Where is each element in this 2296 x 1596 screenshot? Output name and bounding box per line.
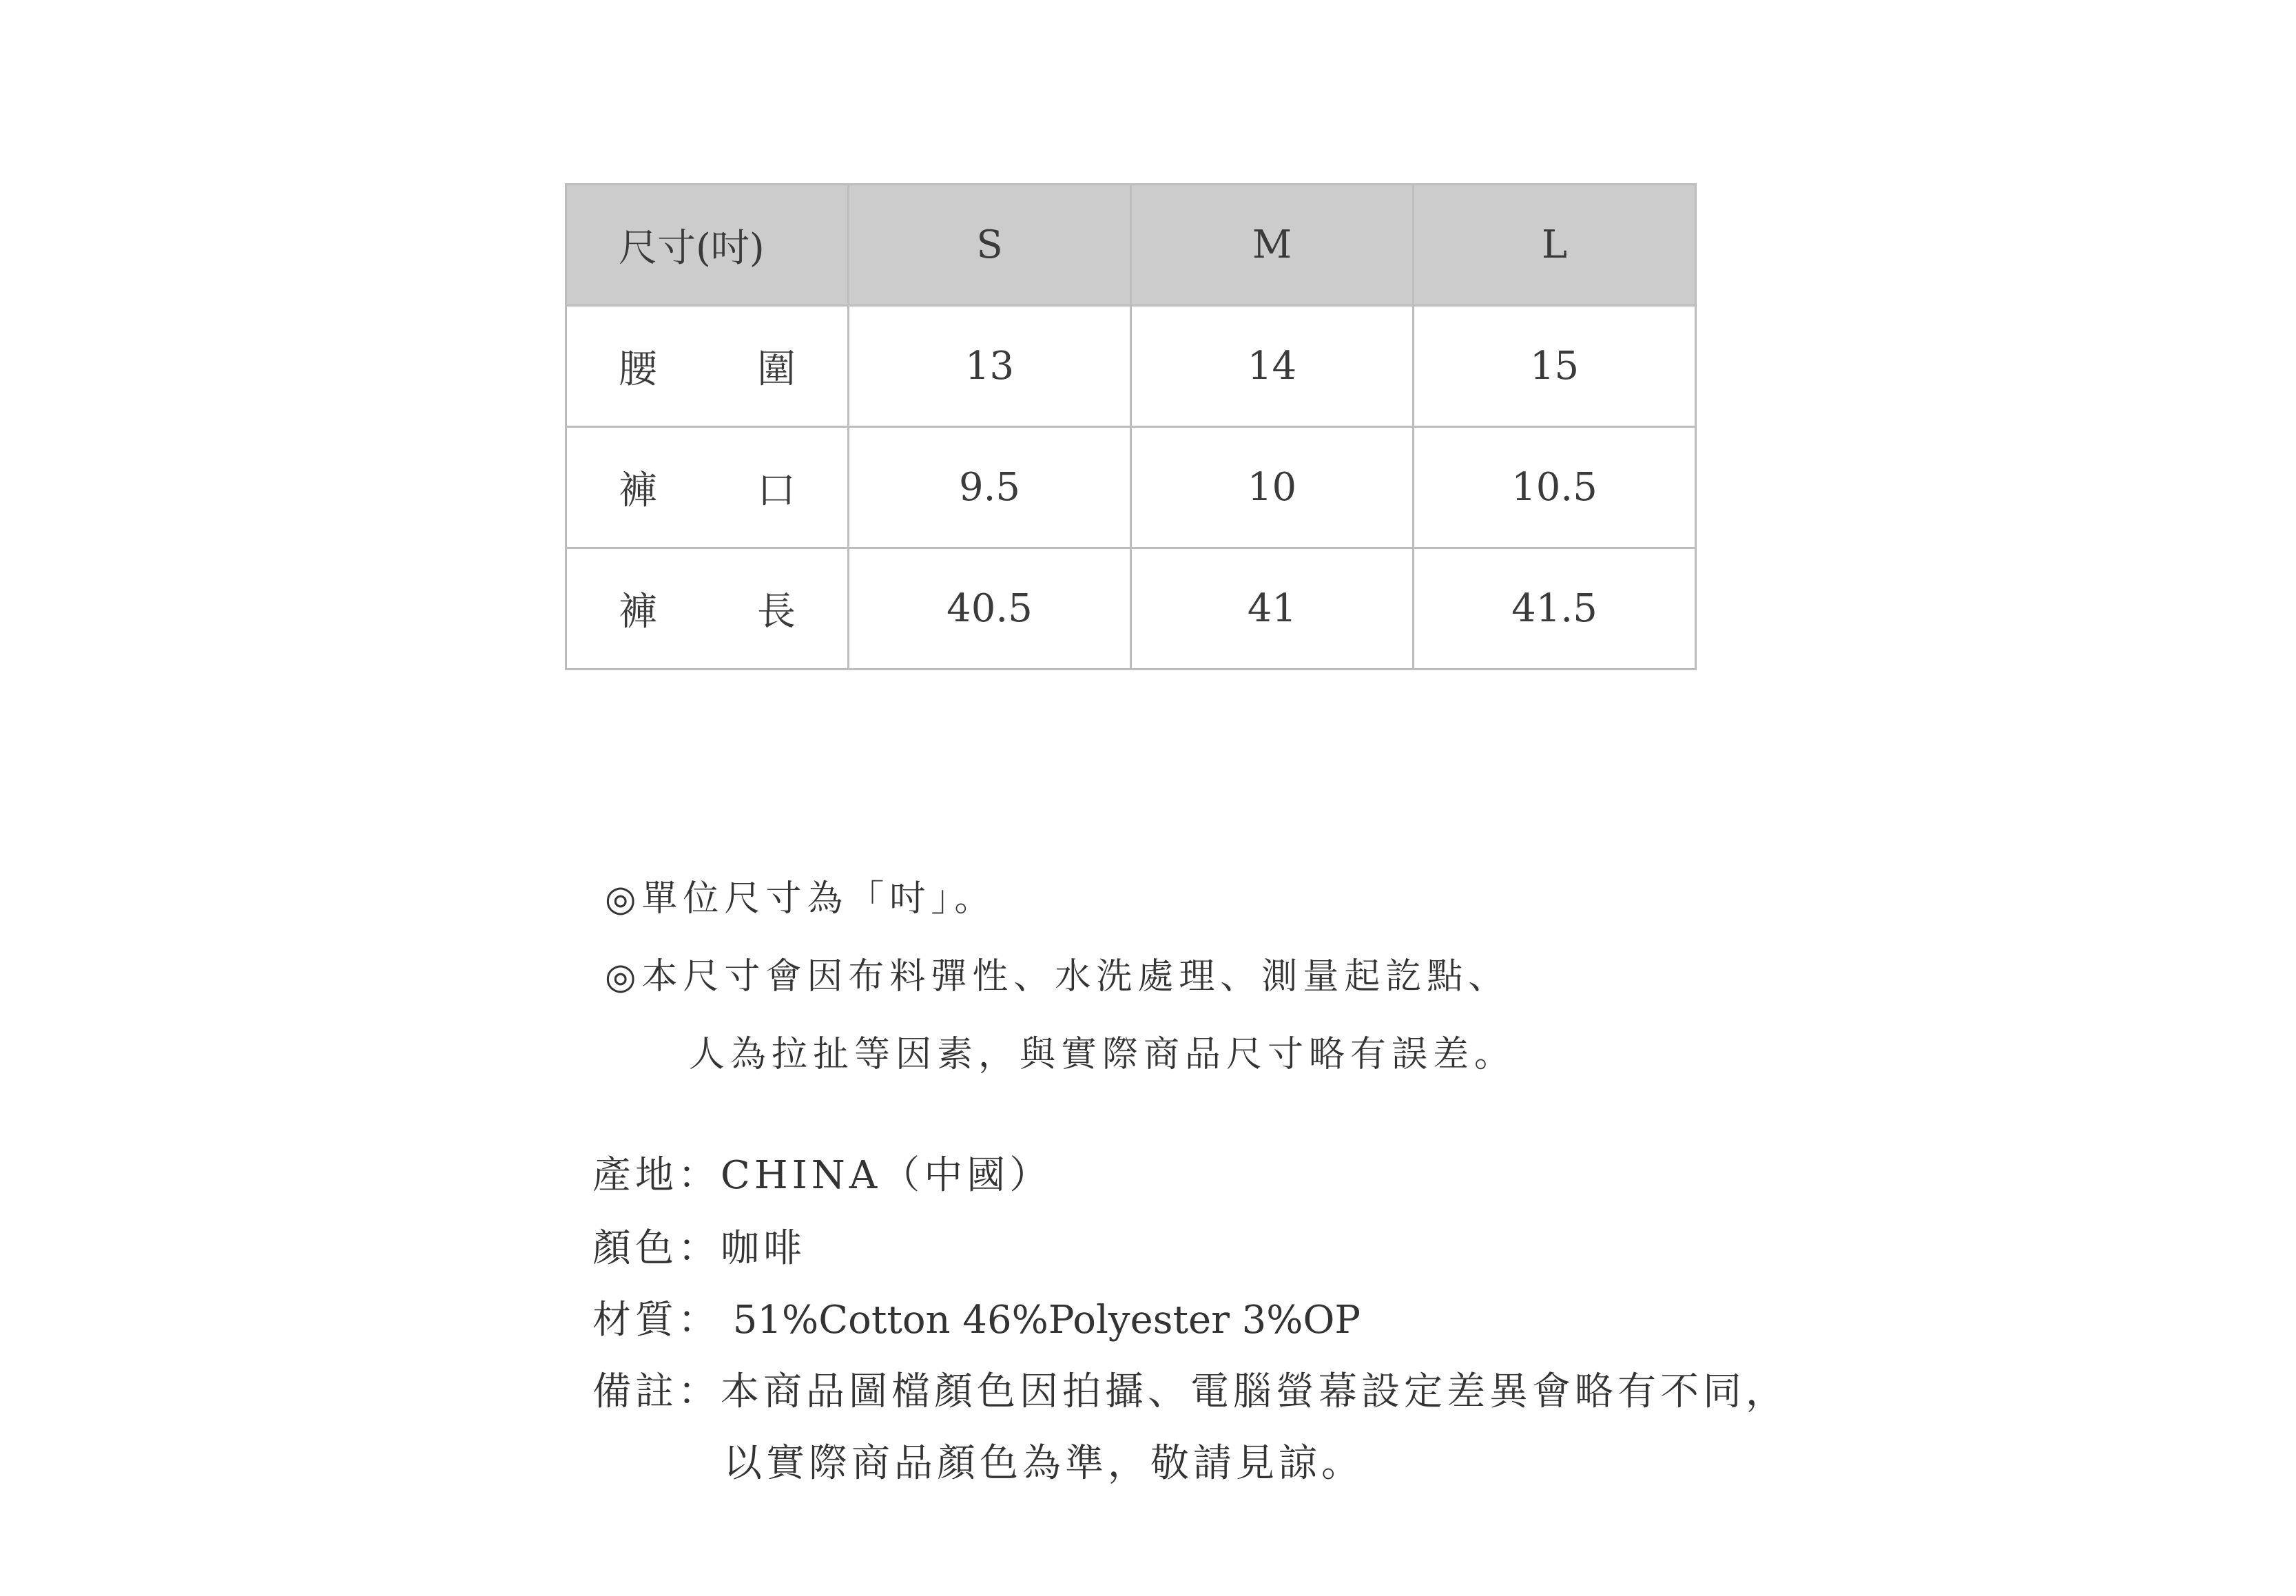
remark-line1: 本商品圖檔顏色因拍攝、電腦螢幕設定差異會略有不同， xyxy=(721,1369,1788,1414)
table-cell: 13 xyxy=(849,306,1131,427)
origin-value: CHINA（中國） xyxy=(721,1153,1053,1198)
material-label: 材質： xyxy=(592,1298,721,1343)
table-cell: 10.5 xyxy=(1414,427,1696,548)
table-row-hem xyxy=(566,427,1696,548)
table-cell: 15 xyxy=(1414,306,1696,427)
table-row-waist xyxy=(566,306,1696,427)
table-cell: 9.5 xyxy=(849,427,1131,548)
row-label-hem xyxy=(566,427,849,548)
header-size-s: S xyxy=(849,185,1131,306)
table-cell: 41.5 xyxy=(1414,548,1696,670)
row-label-part: 長 xyxy=(757,589,796,634)
row-label-part: 口 xyxy=(757,468,796,513)
origin-label: 產地： xyxy=(592,1153,721,1198)
color-value: 咖啡 xyxy=(721,1226,806,1271)
info-color xyxy=(592,1218,806,1273)
note-variance-line2: 人為拉扯等因素，與實際商品尺寸略有誤差。 xyxy=(689,1034,1516,1075)
info-material xyxy=(592,1289,1361,1345)
table-cell: 10 xyxy=(1131,427,1414,548)
row-label-waist xyxy=(566,306,849,427)
row-label-part: 褲 xyxy=(619,468,657,513)
info-remark xyxy=(592,1361,1788,1416)
table-header-row xyxy=(566,185,1696,306)
note-unit: ◎單位尺寸為「吋」。 xyxy=(605,878,996,920)
row-label-length xyxy=(566,548,849,670)
material-value: 51%Cotton 46%Polyester 3%OP xyxy=(721,1298,1361,1343)
size-table xyxy=(565,183,1697,670)
row-label-part: 圍 xyxy=(757,346,796,392)
remark-label: 備註： xyxy=(592,1369,721,1414)
info-origin xyxy=(592,1145,1052,1200)
row-label-part: 褲 xyxy=(619,589,657,634)
table-row-length xyxy=(566,548,1696,670)
header-size-m: M xyxy=(1131,185,1414,306)
note-variance-line1: ◎本尺寸會因布料彈性、水洗處理、測量起訖點、 xyxy=(605,956,1510,997)
table-cell: 14 xyxy=(1131,306,1414,427)
remark-line2: 以實際商品顏色為準，敬請見諒。 xyxy=(723,1441,1364,1486)
header-size-label: 尺寸(吋) xyxy=(566,185,849,306)
color-label: 顏色： xyxy=(592,1226,721,1271)
table-cell: 41 xyxy=(1131,548,1414,670)
table-cell: 40.5 xyxy=(849,548,1131,670)
row-label-part: 腰 xyxy=(619,346,657,392)
header-size-l: L xyxy=(1414,185,1696,306)
